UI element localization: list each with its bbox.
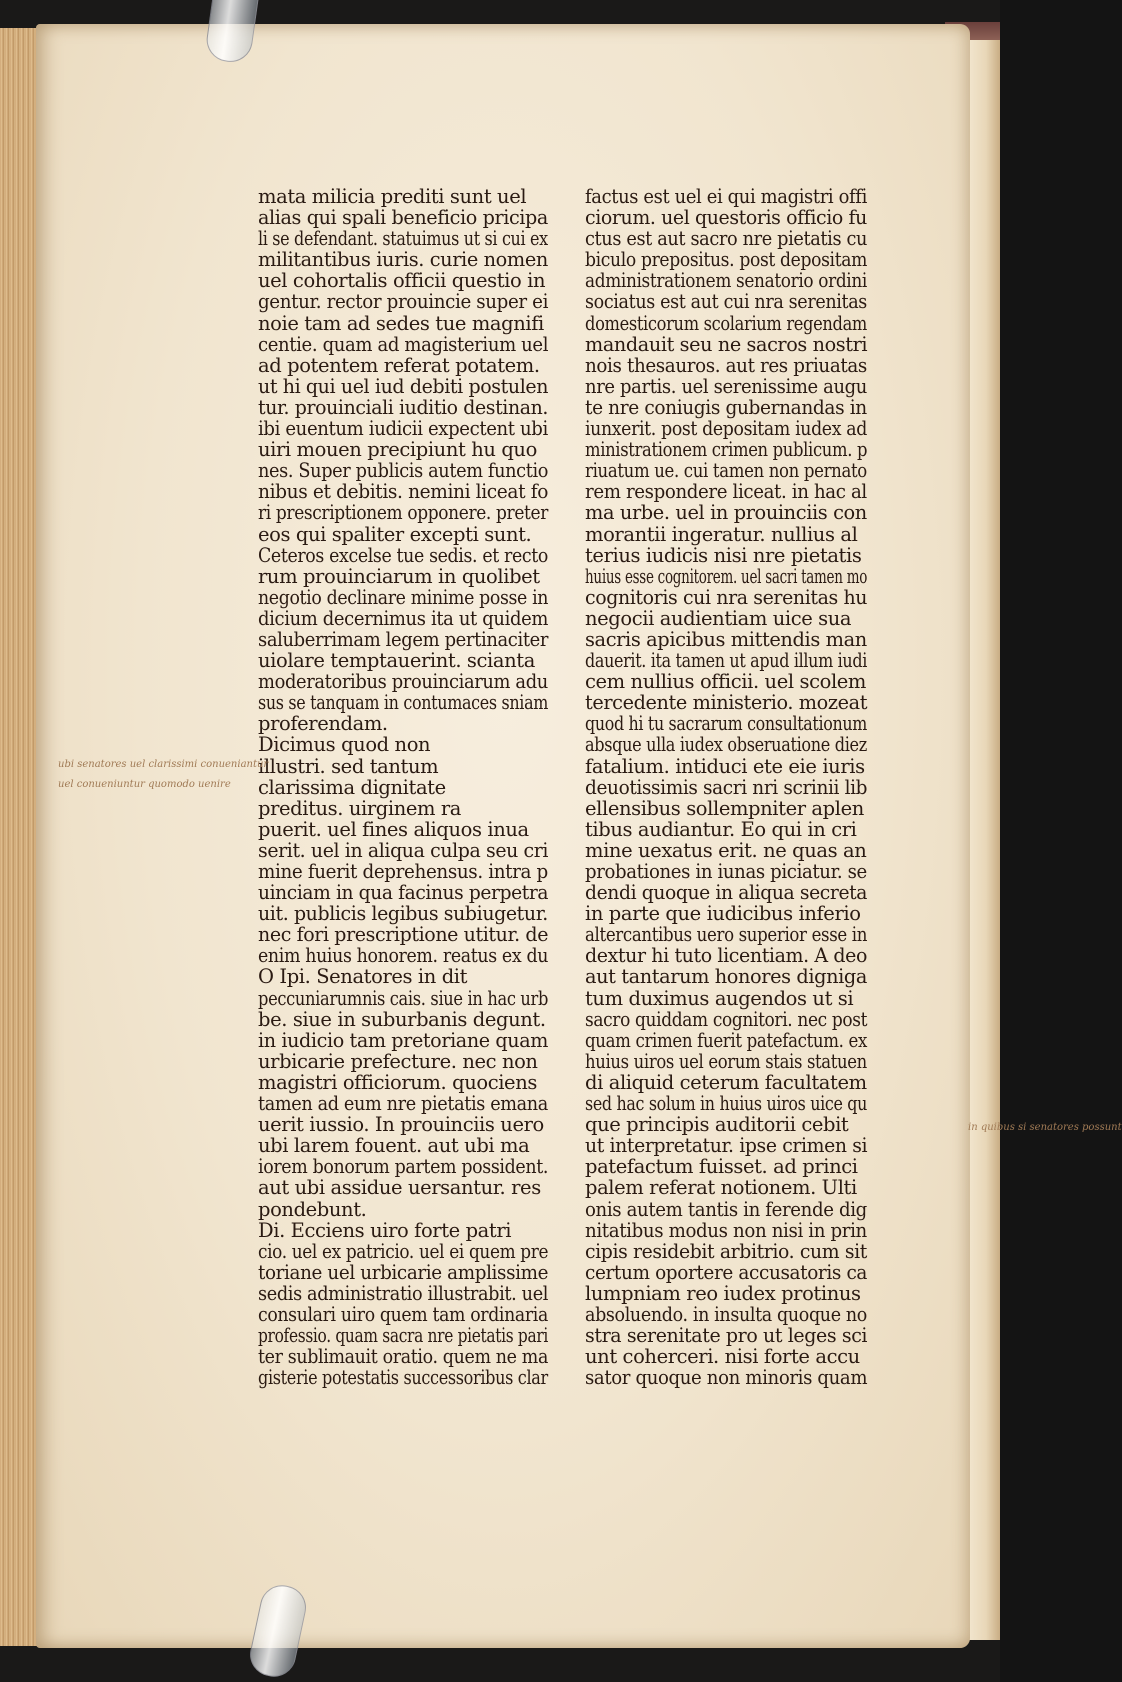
manuscript-line: proferendam. [258,712,388,736]
manuscript-line: nre partis. uel serenissime augu [585,374,867,398]
manuscript-line: eos qui spaliter excepti sunt. [258,522,532,546]
manuscript-line: tamen ad eum nre pietatis emana [258,1092,548,1116]
manuscript-line: ut interpretatur. ipse crimen si [585,1134,868,1158]
manuscript-line: quod hi tu sacrarum consultationum [585,712,868,736]
manuscript-line: huius uiros uel eorum stais statuen [585,1049,867,1073]
margin-note-right: in quibus si senatores possunt [968,1122,1122,1133]
manuscript-line: tur. prouinciali iuditio destinan. [258,395,549,419]
margin-note-left-1: ubi senatores uel clarissimi conueniantur [58,759,269,770]
manuscript-line: dauerit. ita tamen ut apud illum iudi [585,649,868,673]
manuscript-line: unt coherceri. nisi forte accu [585,1345,860,1369]
manuscript-line: ibi euentum iudicii expectent ubi [258,417,548,441]
manuscript-line: iunxerit. post depositam iudex ad [585,417,867,441]
manuscript-line: militantibus iuris. curie nomen [258,248,548,272]
manuscript-line: clarissima dignitate [258,775,446,799]
manuscript-line: moderatoribus prouinciarum adu [258,670,548,694]
manuscript-line: mandauit seu ne sacros nostri [585,332,868,356]
manuscript-line: uerit iussio. In prouinciis uero [258,1113,544,1137]
manuscript-line: consulari uiro quem tam ordinaria [258,1302,548,1326]
manuscript-line: lumpniam reo iudex protinus [585,1281,861,1305]
manuscript-line: administrationem senatorio ordini [585,269,867,293]
manuscript-line: riuatum ue. cui tamen non pernato [585,459,867,483]
manuscript-line: ciorum. uel questoris officio fu [585,206,867,230]
manuscript-line: biculo prepositus. post depositam [585,248,868,272]
manuscript-line: onis autem tantis in ferende dig [585,1197,867,1221]
manuscript-line: absque ulla iudex obseruatione diez [585,733,867,757]
manuscript-line: puerit. uel fines aliquos inua [258,817,529,841]
manuscript-line: uinciam in qua facinus perpetra [258,881,549,905]
manuscript-line: magistri officiorum. quociens [258,1070,537,1094]
manuscript-line: sacro quiddam cognitori. nec post [585,1007,868,1031]
manuscript-line: in parte que iudicibus inferio [585,902,861,926]
manuscript-line: centie. quam ad magisterium uel [258,332,549,356]
manuscript-line: negotio declinare minime posse in [258,585,549,609]
manuscript-line: uiolare temptauerint. scianta [258,649,535,673]
manuscript-line: gisterie potestatis successoribus clar [258,1366,548,1390]
manuscript-line: stra serenitate pro ut leges sci [585,1324,868,1348]
manuscript-line: tum duximus augendos ut si [585,986,854,1010]
manuscript-line: serit. uel in aliqua culpa seu cri [258,838,549,862]
manuscript-line: uel cohortalis officii questio in [258,269,546,293]
manuscript-line: cipis residebit arbitrio. cum sit [585,1239,867,1263]
manuscript-line: Ceteros excelse tue sedis. et recto [258,543,548,567]
manuscript-line: rum prouinciarum in quolibet [258,564,540,588]
manuscript-line: O Ipi. Senatores in dit [258,965,468,989]
manuscript-line: patefactum fuisset. ad princi [585,1155,858,1179]
manuscript-line: illustri. sed tantum [258,754,439,778]
manuscript-line: urbicarie prefecture. nec non [258,1049,538,1073]
stacked-page-edges [0,28,41,1646]
manuscript-line: ministrationem crimen publicum. p [585,438,868,462]
manuscript-line: uit. publicis legibus subiugetur. [258,902,548,926]
manuscript-line: saluberrimam legem pertinaciter [258,627,549,651]
manuscript-line: ma urbe. uel in prouinciis con [585,501,867,525]
manuscript-line: cognitoris cui nra serenitas hu [585,585,868,609]
manuscript-line: in iudicio tam pretoriane quam [258,1028,549,1052]
manuscript-line: sator quoque non minoris quam [585,1366,868,1390]
manuscript-line: absoluendo. in insulta quoque no [585,1302,867,1326]
manuscript-line: que principis auditorii cebit [585,1113,849,1137]
manuscript-line: deuotissimis sacri nri scrinii lib [585,775,868,799]
manuscript-line: cem nullius officii. uel scolem [585,670,867,694]
manuscript-line: nois thesauros. aut res priuatas [585,353,867,377]
manuscript-line: peccuniarumnis cais. siue in hac urb [258,986,549,1010]
manuscript-line: terius iudicis nisi nre pietatis [585,543,862,567]
manuscript-line: huius esse cognitorem. uel sacri tamen mo [585,564,868,588]
manuscript-line: professio. quam sacra nre pietatis pari [258,1324,549,1348]
manuscript-line: ri prescriptionem opponere. preter [258,501,548,525]
manuscript-line: uiri mouen precipiunt hu quo [258,438,537,462]
manuscript-line: nec fori prescriptione utitur. de [258,923,549,947]
manuscript-line: alias qui spali beneficio pricipa [258,206,548,230]
manuscript-line: sociatus est aut cui nra serenitas [585,290,867,314]
manuscript-line: negocii audientiam uice sua [585,606,852,630]
manuscript-line: certum oportere accusatoris ca [585,1260,868,1284]
manuscript-line: noie tam ad sedes tue magnifi [258,311,544,335]
manuscript-line: mine fuerit deprehensus. intra p [258,860,548,883]
manuscript-line: nes. Super publicis autem functio [258,459,549,483]
manuscript-line: Dicimus quod non [258,733,431,757]
manuscript-line: ctus est aut sacro nre pietatis cu [585,227,868,251]
manuscript-line: probationes in iunas piciatur. se [585,860,867,883]
manuscript-line: di aliquid ceterum facultatem [585,1070,867,1094]
left-text-column [258,186,548,1388]
manuscript-line: fatalium. intiduci ete eie iuris [585,754,865,778]
manuscript-line: sus se tanquam in contumaces sniam [258,691,549,715]
manuscript-line: aut ubi assidue uersantur. res [258,1176,541,1200]
manuscript-line: dicium decernimus ita ut quidem [258,606,548,630]
manuscript-line: Di. Ecciens uiro forte patri [258,1218,512,1242]
manuscript-line: ad potentem referat potatem. [258,353,540,377]
manuscript-line: ellensibus sollempniter aplen [585,796,864,820]
manuscript-line: be. siue in suburbanis degunt. [258,1007,546,1031]
manuscript-line: ubi larem fouent. aut ubi ma [258,1134,530,1158]
manuscript-line: sedis administratio illustrabit. uel [258,1281,549,1305]
manuscript-line: palem referat notionem. Ulti [585,1176,857,1200]
manuscript-line: iorem bonorum partem possident. [258,1155,549,1179]
manuscript-line: dendi quoque in aliqua secreta [585,881,868,905]
manuscript-line: rem respondere liceat. in hac al [585,480,867,504]
manuscript-line: gentur. rector prouincie super ei [258,290,549,314]
manuscript-line: pondebunt. [258,1197,367,1221]
manuscript-line: ut hi qui uel iud debiti postulen [258,374,549,398]
manuscript-line: li se defendant. statuimus ut si cui ex [258,227,548,251]
manuscript-line: preditus. uirginem ra [258,796,462,820]
manuscript-line: dextur hi tuto licentiam. A deo [585,944,868,968]
manuscript-line: nitatibus modus non nisi in prin [585,1218,867,1242]
manuscript-line: te nre coniugis gubernandas in [585,395,867,419]
manuscript-line: nibus et debitis. nemini liceat fo [258,480,548,504]
manuscript-line: mine uexatus erit. ne quas an [585,838,867,862]
manuscript-line: morantii ingeratur. nullius al [585,522,858,546]
manuscript-line: tibus audiantur. Eo qui in cri [585,817,857,841]
manuscript-line: enim huius honorem. reatus ex du [258,944,549,968]
manuscript-line: ter sublimauit oratio. quem ne ma [258,1345,549,1369]
manuscript-line: altercantibus uero superior esse in [585,923,868,947]
right-text-column [585,186,867,1388]
manuscript-line: sacris apicibus mittendis man [585,627,867,651]
margin-note-left-2: uel conueniuntur quomodo uenire [58,779,231,790]
manuscript-line: quam crimen fuerit patefactum. ex [585,1028,868,1052]
manuscript-line: toriane uel urbicarie amplissime [258,1260,549,1284]
manuscript-line: domesticorum scolarium regendam [585,311,868,335]
manuscript-line: factus est uel ei qui magistri offi [585,185,867,208]
manuscript-line: mata milicia prediti sunt uel [258,185,527,208]
manuscript-line: cio. uel ex patricio. uel ei quem pre [258,1239,549,1263]
manuscript-line: sed hac solum in huius uiros uice qu [585,1092,868,1116]
manuscript-line: tercedente ministerio. mozeat [585,691,868,715]
manuscript-line: aut tantarum honores digniga [585,965,867,989]
